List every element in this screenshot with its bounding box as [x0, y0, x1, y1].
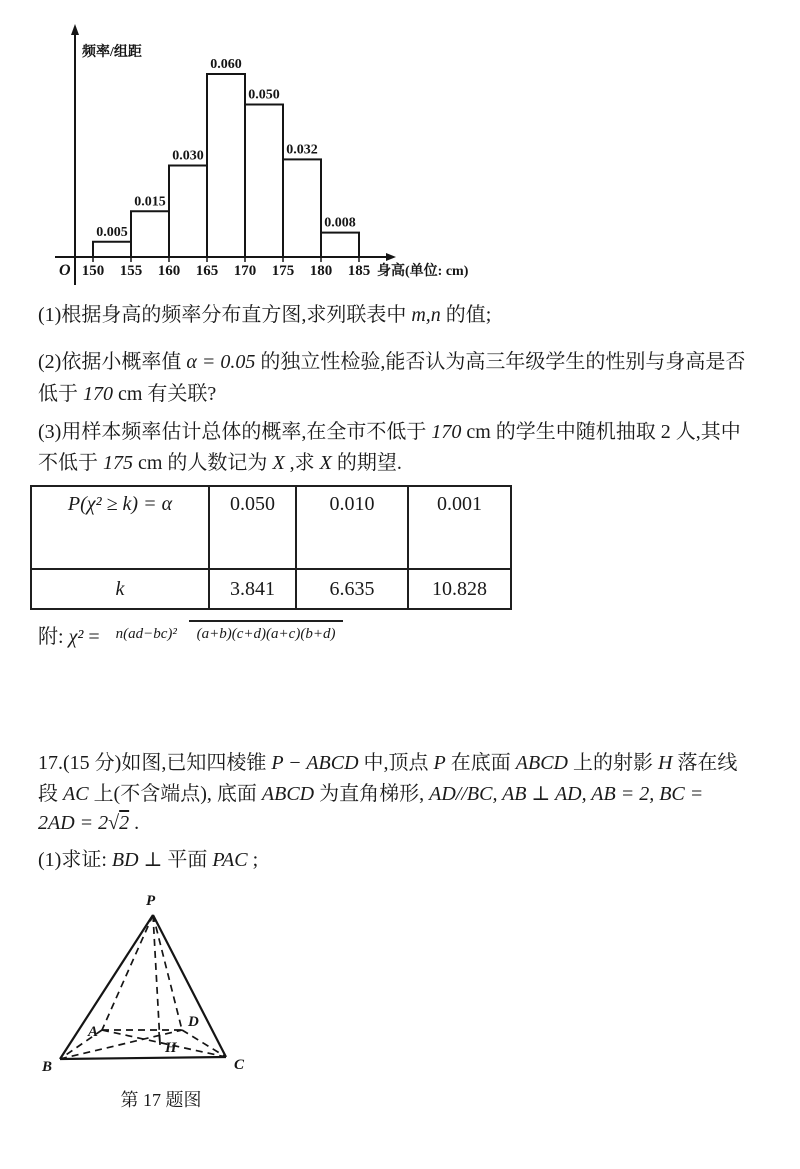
text-run: 上的射影: [567, 752, 658, 774]
text-run: (1)求证:: [38, 849, 112, 871]
text-run: α = 0.05: [186, 351, 256, 373]
bar-value-label: 0.008: [324, 215, 356, 231]
text-run: PAC: [212, 849, 248, 871]
diagonal-AC: [102, 1030, 226, 1057]
histogram-bar: [207, 74, 245, 257]
histogram-bar: [321, 233, 359, 257]
formula-fraction: [108, 627, 344, 642]
table-row: [31, 486, 511, 569]
text-run: AC: [63, 783, 89, 805]
formula-prefix: [38, 620, 100, 649]
text-run: ABCD: [261, 783, 315, 805]
x-tick-label: 175: [271, 263, 295, 279]
text-run: P: [433, 752, 446, 774]
text-run: m,n: [411, 304, 441, 326]
question-2-text-line2: [38, 381, 216, 407]
x-tick-label: 160: [157, 263, 181, 279]
pyramid-figure: [28, 888, 263, 1093]
text-run: 附:: [38, 626, 69, 648]
edge-BC: [60, 1057, 226, 1059]
text-run: 170: [431, 421, 462, 443]
table-cell: 6.635: [296, 569, 408, 609]
text-run: 的期望.: [331, 452, 402, 474]
text-run: 17.(15 分)如图,已知四棱锥: [38, 752, 272, 774]
text-run: ABCD: [515, 752, 568, 774]
bar-value-label: 0.060: [210, 57, 242, 72]
bar-value-label: 0.050: [248, 87, 280, 103]
text-run: 170: [83, 383, 113, 405]
text-run: AD//BC, AB ⊥ AD, AB = 2, BC =: [429, 783, 704, 805]
text-run: 的独立性检验,能否认为高三年级学生的性别与身高是否: [255, 351, 746, 373]
question-17-text-line3: [38, 810, 139, 836]
x-tick-label: 185: [347, 263, 371, 279]
bar-value-label: 0.015: [134, 194, 166, 210]
text-run: (2)依据小概率值: [38, 351, 187, 373]
text-run: cm 的人数记为: [133, 452, 273, 474]
table-cell-k-header: k: [31, 569, 209, 609]
text-run: 为直角梯形,: [314, 783, 430, 805]
text-run: X: [319, 452, 332, 474]
histogram-bar: [131, 211, 169, 257]
histogram-bar: [169, 166, 207, 258]
text-run: 段: [38, 783, 63, 805]
vertex-label-A: A: [88, 1024, 99, 1040]
text-run: 2AD = 2: [38, 812, 109, 834]
bar-value-label: 0.032: [286, 142, 318, 158]
figure-caption: 第 17 题图: [120, 1090, 202, 1110]
question-17-text-line1: [38, 750, 737, 776]
text-run: ⊥ 平面: [138, 849, 213, 871]
question-3-text-line1: [38, 419, 741, 445]
y-axis-arrow: [71, 24, 79, 35]
table-cell: 10.828: [408, 569, 511, 609]
text-run: ,求: [284, 452, 320, 474]
chi-square-formula: [38, 620, 343, 649]
table-cell: 3.841: [209, 569, 296, 609]
x-axis-arrow: [386, 253, 396, 261]
vertex-label-P: P: [146, 893, 156, 909]
text-run: 中,顶点: [358, 752, 434, 774]
text-run: cm 有关联?: [113, 383, 217, 405]
edge-PC: [153, 915, 226, 1057]
text-run: P − ABCD: [271, 752, 359, 774]
y-axis-title: 频率/组距: [82, 45, 142, 60]
x-axis-title: 身高(单位: cm): [377, 264, 469, 279]
edge-PD: [153, 915, 182, 1030]
question-1-text: [38, 302, 491, 328]
table-cell: 0.010: [296, 486, 408, 569]
origin-label: O: [59, 262, 71, 279]
text-run: X: [272, 452, 285, 474]
histogram-bar: [93, 242, 131, 257]
table-cell: 0.050: [209, 486, 296, 569]
table-cell-alpha-header: P(χ² ≥ k) = α: [31, 486, 209, 569]
question-17-part1-text: [38, 847, 258, 873]
diagonal-BD: [60, 1030, 182, 1059]
text-run: 低于: [38, 383, 83, 405]
table-cell: 0.001: [408, 486, 511, 569]
text-run: √2: [108, 812, 130, 834]
vertex-label-B: B: [42, 1059, 53, 1075]
text-run: cm 的学生中随机抽取 2 人,其中: [461, 421, 741, 443]
x-tick-label: 165: [195, 263, 219, 279]
x-tick-label: 155: [119, 263, 143, 279]
text-run: BD: [111, 849, 139, 871]
text-run: 的值;: [440, 304, 492, 326]
bar-value-label: 0.030: [172, 148, 204, 164]
formula-numerator: n(ad−bc)²: [115, 626, 177, 642]
text-run: 在底面: [445, 752, 516, 774]
vertex-label-C: C: [234, 1057, 245, 1073]
bar-value-label: 0.005: [96, 224, 128, 240]
text-run: (3)用样本频率估计总体的概率,在全市不低于: [38, 421, 432, 443]
text-run: (1)根据身高的频率分布直方图,求列联表中: [38, 304, 412, 326]
x-tick-label: 150: [81, 263, 105, 279]
text-run: χ²: [68, 626, 84, 648]
table-row: [31, 569, 511, 609]
question-17-text-line2: [38, 781, 703, 807]
x-tick-label: 170: [233, 263, 257, 279]
vertex-label-D: D: [188, 1014, 199, 1030]
vertex-label-H: H: [165, 1040, 177, 1056]
chi-square-table: [30, 485, 512, 610]
text-run: ;: [247, 849, 259, 871]
text-run: =: [83, 626, 100, 648]
x-tick-label: 180: [309, 263, 333, 279]
edge-PA: [102, 915, 153, 1030]
question-2-text-line1: [38, 349, 745, 375]
text-run: 175: [103, 452, 133, 474]
text-run: 上(不含端点), 底面: [88, 783, 262, 805]
histogram-bar: [245, 105, 283, 258]
edge-PH: [153, 915, 160, 1043]
frequency-histogram: [55, 22, 515, 294]
question-3-text-line2: [38, 450, 402, 476]
text-run: 落在线: [672, 752, 738, 774]
formula-denominator: (a+b)(c+d)(a+c)(b+d): [189, 620, 344, 642]
h-tick-mark: [159, 1032, 160, 1045]
text-run: .: [129, 812, 140, 834]
histogram-bar: [283, 159, 321, 257]
text-run: H: [657, 752, 673, 774]
text-run: 不低于: [38, 452, 103, 474]
